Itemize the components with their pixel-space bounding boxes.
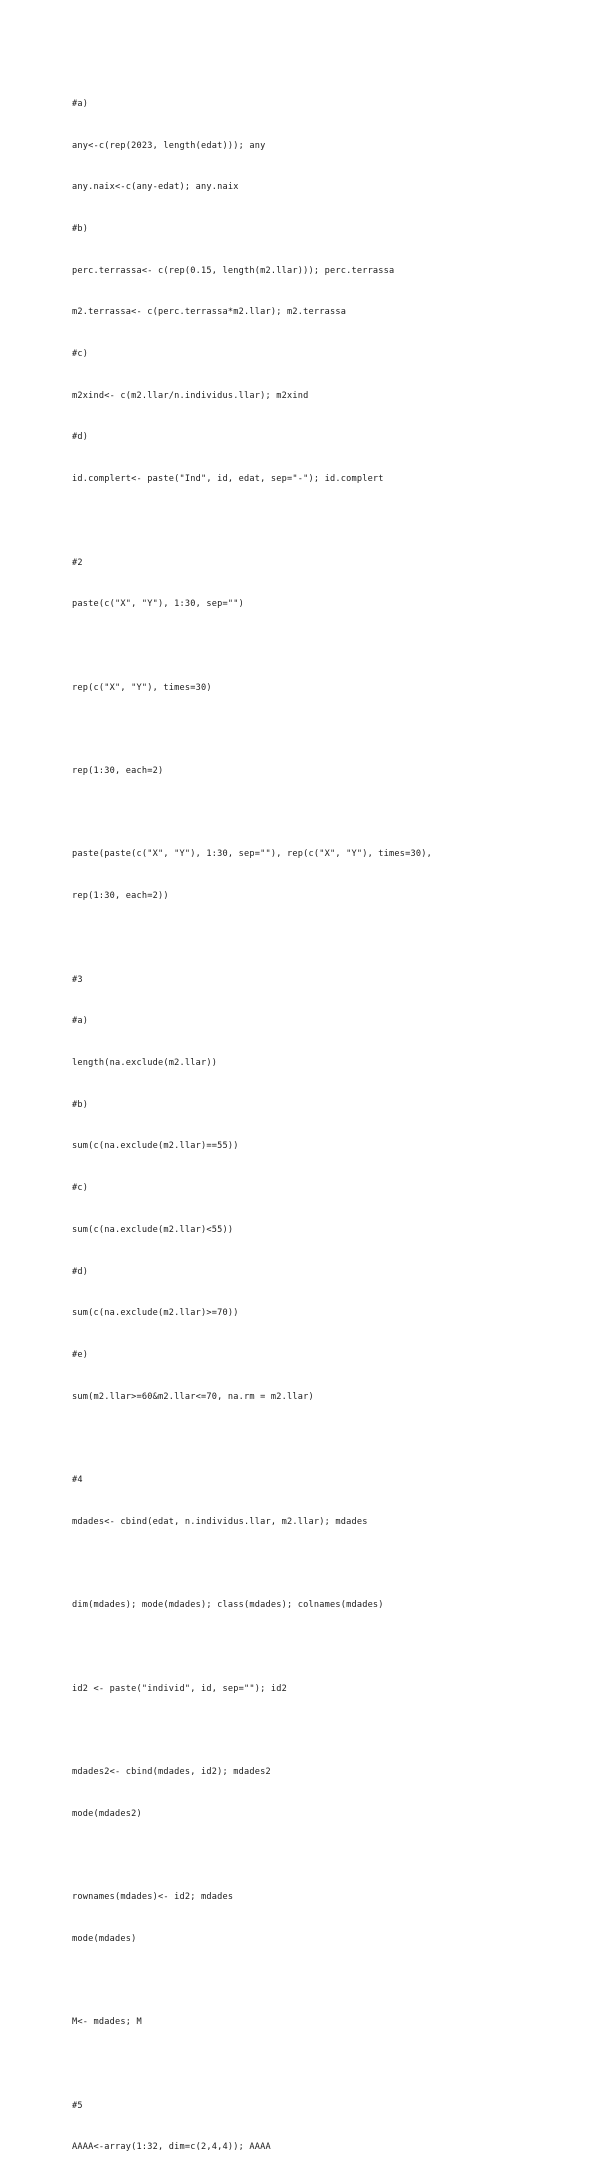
blank-line (72, 1432, 572, 1446)
code-line: rownames(mdades)<- id2; mdades (72, 1892, 234, 1903)
code-line: #e) (72, 1349, 89, 1360)
code-line: #c) (72, 349, 89, 360)
code-line: rep(1:30, each=2)) (72, 891, 169, 902)
code-line: mode(mdades) (72, 1933, 137, 1944)
code-line: id.complert<- paste("Ind", id, edat, sep="-"); id.complert (72, 474, 384, 485)
blank-line (72, 1557, 572, 1571)
code-line: #5 (72, 2100, 83, 2111)
code-line: sum(c(na.exclude(m2.llar)>=70)) (72, 1308, 239, 1319)
code-line: #a) (72, 1016, 89, 1027)
code-line: any.naix<-c(any-edat); any.naix (72, 182, 239, 193)
code-line: m2xind<- c(m2.llar/n.individus.llar); m2xind (72, 390, 309, 401)
code-line: #4 (72, 1475, 83, 1486)
code-line: mdades<- cbind(edat, n.individus.llar, m2.llar); mdades (72, 1516, 368, 1527)
blank-line (72, 640, 572, 654)
code-line: #d) (72, 432, 89, 443)
code-line: #2 (72, 557, 83, 568)
blank-line (72, 515, 572, 529)
code-line: #b) (72, 223, 89, 234)
code-block (72, 70, 572, 2183)
code-line: sum(c(na.exclude(m2.llar)==55)) (72, 1141, 239, 1152)
code-line: paste(c("X", "Y"), 1:30, sep="") (72, 599, 244, 610)
code-line: #d) (72, 1266, 89, 1277)
blank-line (72, 807, 572, 821)
code-line: paste(paste(c("X", "Y"), 1:30, sep=""), rep(c("X", "Y"), times=30), (72, 849, 433, 860)
blank-line (72, 2058, 572, 2072)
code-line: sum(m2.llar>=60&m2.llar<=70, na.rm = m2.llar) (72, 1391, 314, 1402)
blank-line (72, 1974, 572, 1988)
code-line: AAAA<-array(1:32, dim=c(2,4,4)); AAAA (72, 2142, 271, 2153)
code-line: #3 (72, 974, 83, 985)
blank-line (72, 1641, 572, 1655)
blank-line (72, 1849, 572, 1863)
code-line: rep(c("X", "Y"), times=30) (72, 682, 212, 693)
blank-line (72, 1724, 572, 1738)
code-line: perc.terrassa<- c(rep(0.15, length(m2.llar))); perc.terrassa (72, 265, 395, 276)
code-line: #b) (72, 1099, 89, 1110)
blank-line (72, 932, 572, 946)
code-line: sum(c(na.exclude(m2.llar)<55)) (72, 1224, 234, 1235)
blank-line (72, 723, 572, 737)
code-line: dim(mdades); mode(mdades); class(mdades); colnames(mdades) (72, 1600, 384, 1611)
code-line: rep(1:30, each=2) (72, 766, 164, 777)
code-line: m2.terrassa<- c(perc.terrassa*m2.llar); m2.terrassa (72, 307, 347, 318)
code-line: #c) (72, 1183, 89, 1194)
code-line: M<- mdades; M (72, 2017, 142, 2028)
code-line: length(na.exclude(m2.llar)) (72, 1057, 218, 1068)
code-line: mode(mdades2) (72, 1808, 142, 1819)
code-line: any<-c(rep(2023, length(edat))); any (72, 140, 266, 151)
code-line: #a) (72, 98, 89, 109)
code-line: mdades2<- cbind(mdades, id2); mdades2 (72, 1766, 271, 1777)
code-line: id2 <- paste("individ", id, sep=""); id2 (72, 1683, 287, 1694)
